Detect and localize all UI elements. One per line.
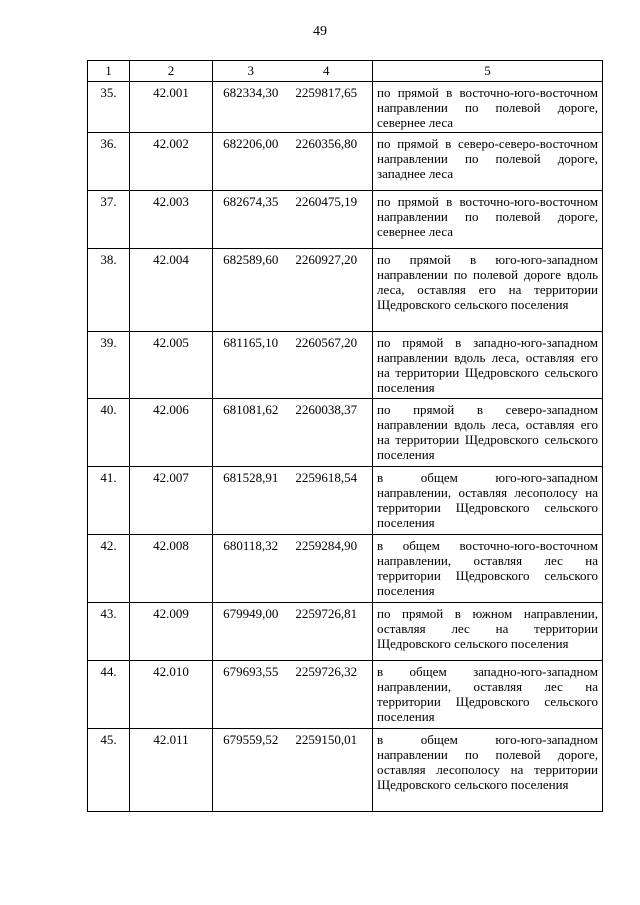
coordinate-x: 682206,00 [213,133,285,191]
coordinate-x: 682674,35 [213,191,285,249]
table-row [88,467,603,535]
point-id: 42.005 [130,332,213,399]
boundary-description: по прямой в восточно-юго-восточном направлении по полевой дороге, севернее леса [373,82,603,133]
coordinate-y: 2259817,65 [285,82,373,133]
boundary-description: по прямой в западно-юго-западном направлении вдоль леса, оставляя его на территории Щедровского сельского поселения [373,332,603,399]
point-id: 42.009 [130,603,213,661]
table-row [88,661,603,729]
coordinate-y: 2260038,37 [285,399,373,467]
boundary-description: в общем восточно-юго-восточном направлении, оставляя лес на территории Щедровского сельского поселения [373,535,603,603]
table-row [88,729,603,812]
header-col-1: 1 [88,61,130,82]
point-id: 42.003 [130,191,213,249]
boundary-description: по прямой в юго-юго-западном направлении по полевой дороге вдоль леса, оставляя его на территории Щедровского сельского поселения [373,249,603,332]
point-id: 42.004 [130,249,213,332]
point-id: 42.010 [130,661,213,729]
coordinate-y: 2259150,01 [285,729,373,812]
coordinate-y: 2260567,20 [285,332,373,399]
coordinate-y: 2259726,32 [285,661,373,729]
table-row [88,249,603,332]
coordinate-y: 2259726,81 [285,603,373,661]
point-id: 42.011 [130,729,213,812]
coordinate-y: 2260475,19 [285,191,373,249]
row-number: 43. [88,603,130,661]
coordinate-y: 2260356,80 [285,133,373,191]
table-row [88,133,603,191]
boundary-description: по прямой в восточно-юго-восточном направлении по полевой дороге, севернее леса [373,191,603,249]
boundary-description: по прямой в южном направлении, оставляя лес на территории Щедровского сельского поселения [373,603,603,661]
row-number: 42. [88,535,130,603]
table-row [88,535,603,603]
header-col-4: 4 [285,61,373,82]
table-row [88,191,603,249]
point-id: 42.001 [130,82,213,133]
coordinate-x: 682334,30 [213,82,285,133]
coordinate-x: 679693,55 [213,661,285,729]
row-number: 41. [88,467,130,535]
coordinate-x: 680118,32 [213,535,285,603]
coordinate-x: 681165,10 [213,332,285,399]
coordinate-x: 679949,00 [213,603,285,661]
row-number: 38. [88,249,130,332]
coordinate-x: 679559,52 [213,729,285,812]
boundary-description: в общем западно-юго-западном направлении, оставляя лес на территории Щедровского сельского поселения [373,661,603,729]
coordinate-y: 2260927,20 [285,249,373,332]
page-number: 49 [313,24,327,39]
table-header-row [88,61,603,82]
boundary-table [87,60,603,812]
row-number: 40. [88,399,130,467]
row-number: 39. [88,332,130,399]
header-col-2: 2 [130,61,213,82]
row-number: 44. [88,661,130,729]
row-number: 35. [88,82,130,133]
row-number: 36. [88,133,130,191]
row-number: 45. [88,729,130,812]
point-id: 42.002 [130,133,213,191]
point-id: 42.006 [130,399,213,467]
boundary-description: по прямой в северо-северо-восточном направлении по полевой дороге, западнее леса [373,133,603,191]
header-col-3: 3 [213,61,285,82]
coordinate-y: 2259618,54 [285,467,373,535]
table-row [88,332,603,399]
point-id: 42.007 [130,467,213,535]
table-row [88,603,603,661]
table-row [88,82,603,133]
coordinate-x: 682589,60 [213,249,285,332]
coordinate-x: 681081,62 [213,399,285,467]
boundary-description: в общем юго-юго-западном направлении по полевой дороге, оставляя лесополосу на территории Щедровского сельского поселения [373,729,603,812]
header-col-5: 5 [373,61,603,82]
boundary-description: в общем юго-юго-западном направлении, оставляя лесополосу на территории Щедровского сельского поселения [373,467,603,535]
boundary-description: по прямой в северо-западном направлении вдоль леса, оставляя его на территории Щедровского сельского поселения [373,399,603,467]
table-row [88,399,603,467]
coordinate-x: 681528,91 [213,467,285,535]
coordinate-y: 2259284,90 [285,535,373,603]
row-number: 37. [88,191,130,249]
point-id: 42.008 [130,535,213,603]
